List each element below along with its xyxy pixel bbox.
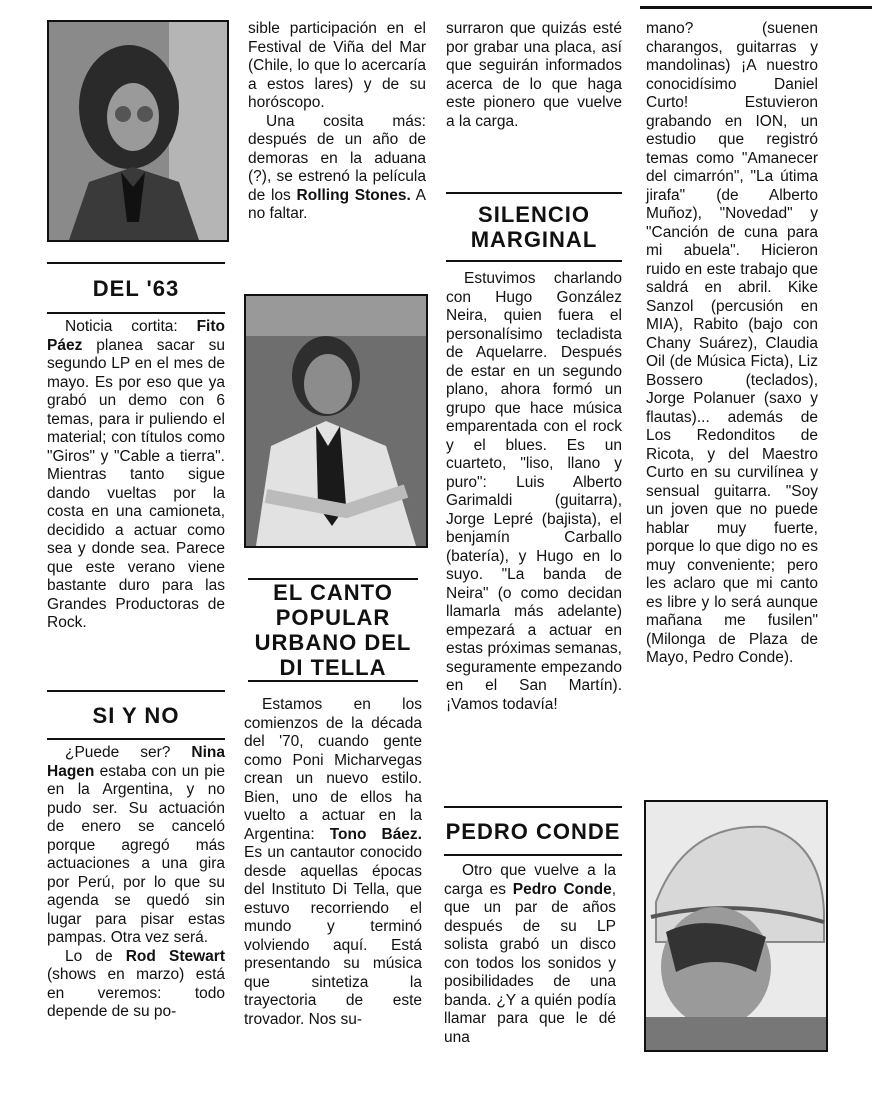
col2-text-2 xyxy=(244,696,422,1029)
text-run: Pedro Conde xyxy=(512,880,612,898)
text-run: Tono Báez. xyxy=(329,825,422,843)
col2-para-2 xyxy=(248,113,426,224)
text-run: mano? (suenen charangos, guitarras y mandolinas) ¡A nuestro conocidísimo Daniel Curto! Estuvieron grabando en ION, un estudio que registró temas como "Amanecer del cimarrón", "La útima jirafa" (de Alberto Muñoz), "Novedad" y "Canción de cuna para mi abuela". Hicieron ruido en este trabajo que saldrá en abril. Kike Sanzol (percusión en MIA), Rabito (bajo con Chany Suárez), Claudia Oil (de Música Ficta), Liz Bossero (teclados), Jorge Polanuer (saxo y flautas)... además de Los Redonditos de Ricota, y del Maestro Curto en su curvilínea y sensual guitarra. "Soy un joven que no puede hablar muy fuerte, porque lo que digo no es muy conveniente; pero les aclaro que mi canto es libre y lo será aunque mañana me fusilen" (Milonga de Plaza de Mayo, Pedro Conde). xyxy=(646,20,818,666)
top-rule xyxy=(0,0,872,14)
text-run: planea sacar su segundo LP en el mes de mayo. Es por eso que ya grabó un demo con 6 temas, para ir puliendo el material; con títulos como "Giros" y "Cable a tierra". Mientras tanto sigue dando vueltas por la costa en una camioneta, decidido a actuar como sea y donde sea. Parece que este verano viene bastante duro para las Grandes Productoras de Rock. xyxy=(47,336,225,631)
text-run: Estamos en los comienzos de la década del '70, cuando gente como Poni Micharvegas crean un nuevo estilo. Bien, uno de ellos ha vuelto a actuar en la Argentina: xyxy=(244,696,422,843)
text-run: Rod Stewart xyxy=(125,947,225,965)
col2-text-1 xyxy=(248,20,426,224)
col2-para-1 xyxy=(248,20,426,113)
text-run: Es un cantautor conocido desde aquellas épocas del Instituto Di Tella, que estuvo recorriendo el mundo y terminó volviendo aquí. Está presentando su música que sintetiza la trayectoria de este trovador. Nos su- xyxy=(244,844,422,1028)
text-run: sible participación en el Festival de Viña del Mar (Chile, lo que lo acercaría a estos lares) y de su horóscopo. xyxy=(248,20,426,111)
col1-text-1 xyxy=(47,318,225,633)
text-run: Noticia cortita: xyxy=(65,318,197,335)
heading-si-y-no: SI Y NO xyxy=(47,690,225,740)
col1-para-rod-stewart xyxy=(47,948,225,1022)
photo-tono-baez xyxy=(244,294,428,548)
col3-text-1 xyxy=(446,20,622,131)
col3-text-3 xyxy=(444,862,616,1047)
photo-fito-paez xyxy=(47,20,229,242)
col3-text-2 xyxy=(446,270,622,714)
text-run: (shows en marzo) está en veremos: todo depende de su po- xyxy=(47,966,225,1020)
text-run: Estuvimos charlando con Hugo González Neira, quien fuera el personalísimo tecladista de Aquelarre. Después de estar en un segundo plano, ahora formó un grupo que hace música emparentada con el rock y el blues. Es un cuarteto, "liso, llano y puro": Luis Alberto Garimaldi (guitarra), Jorge Lepré (bajista), el benjamín Carballo (batería), y Hugo en lo suyo. "La banda de Neira" (o como decidan llamarla más adelante) empezará a actuar en estas próximas semanas, seguramente empezando en el San Martín). ¡Vamos todavía! xyxy=(446,270,622,713)
heading-silencio-marginal: SILENCIO MARGINAL xyxy=(446,192,622,262)
text-run: Lo de xyxy=(65,947,126,965)
text-run: estaba con un pie en la Argentina, y no pudo ser. Su actuación de enero se canceló porque agregó más actuaciones a una gira por Perú, por lo que su agenda se quedó sin lugar para pisar estas pampas. Otra vez será. xyxy=(47,762,225,946)
text-run: Una cosita más: después de un año de demoras en la aduana (?), se estrenó la película de los xyxy=(248,112,426,204)
col1-text-2 xyxy=(47,744,225,1022)
col4-text-1 xyxy=(646,20,818,668)
text-run: Nina Hagen xyxy=(47,744,225,780)
text-run: ¿Puede ser? xyxy=(65,744,192,761)
heading-del-63: DEL '63 xyxy=(47,262,225,314)
heading-canto-popular: EL CANTO POPULAR URBANO DEL DI TELLA xyxy=(248,578,418,682)
photo-pedro-conde xyxy=(644,800,828,1052)
text-run: surraron que quizás esté por grabar una placa, así que seguirán informados acerca de lo que haga este pionero que vuelve a la carga. xyxy=(446,20,622,130)
text-run: Otro que vuelve a la carga es xyxy=(444,862,616,898)
text-run: , que un par de años después de su LP solista grabó un disco con todos los sonidos y posibilidades de una banda. ¿Y a quién podía llamar para que le dé una xyxy=(444,880,617,1046)
col1-para-nina-hagen xyxy=(47,744,225,948)
heading-pedro-conde: PEDRO CONDE xyxy=(444,806,622,856)
text-run: A no faltar. xyxy=(248,186,427,222)
text-run: Rolling Stones. xyxy=(296,186,411,204)
text-run: Fito Páez xyxy=(47,318,225,354)
